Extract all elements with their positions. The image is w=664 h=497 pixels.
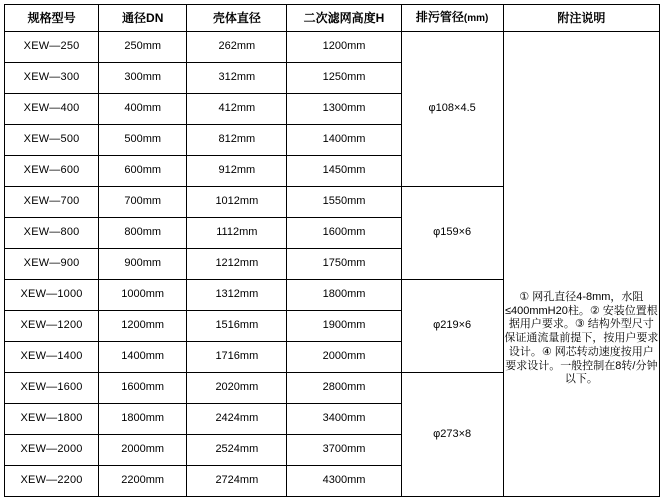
header-drain-label: 排污管径 — [415, 10, 464, 25]
cell-shell: 412mm — [187, 94, 287, 125]
cell-dn: 600mm — [99, 156, 187, 187]
header-secondary-screen-height — [287, 5, 401, 32]
cell-dn: 2000mm — [99, 435, 187, 466]
cell-model: XEW—2000 — [5, 435, 99, 466]
cell-shell: 312mm — [187, 63, 287, 94]
cell-dn: 900mm — [99, 249, 187, 280]
header-remarks — [503, 5, 659, 32]
cell-dn: 1400mm — [99, 342, 187, 373]
cell-drain-group: φ108×4.5 — [401, 32, 503, 187]
cell-shell: 1112mm — [187, 218, 287, 249]
cell-drain-group: φ219×6 — [401, 280, 503, 373]
table-body — [5, 32, 660, 497]
cell-shell: 912mm — [187, 156, 287, 187]
cell-model: XEW—1000 — [5, 280, 99, 311]
cell-height: 1600mm — [287, 218, 401, 249]
cell-shell: 812mm — [187, 125, 287, 156]
header-drain-unit: (mm) — [463, 13, 489, 25]
cell-dn: 800mm — [99, 218, 187, 249]
cell-remarks — [503, 32, 659, 497]
cell-model: XEW—1600 — [5, 373, 99, 404]
cell-height: 3400mm — [287, 404, 401, 435]
cell-height: 1800mm — [287, 280, 401, 311]
cell-height: 1300mm — [287, 94, 401, 125]
cell-drain-group: φ159×6 — [401, 187, 503, 280]
cell-drain-group: φ273×8 — [401, 373, 503, 497]
cell-height: 1450mm — [287, 156, 401, 187]
header-model-label: 规格型号 — [27, 10, 76, 25]
cell-shell: 2020mm — [187, 373, 287, 404]
cell-model: XEW—800 — [5, 218, 99, 249]
cell-dn: 400mm — [99, 94, 187, 125]
header-shell-diameter — [187, 5, 287, 32]
header-model — [5, 5, 99, 32]
cell-shell: 1212mm — [187, 249, 287, 280]
cell-dn: 700mm — [99, 187, 187, 218]
cell-shell: 1516mm — [187, 311, 287, 342]
cell-height: 2000mm — [287, 342, 401, 373]
cell-model: XEW—1800 — [5, 404, 99, 435]
cell-height: 1250mm — [287, 63, 401, 94]
cell-dn: 1200mm — [99, 311, 187, 342]
cell-height: 4300mm — [287, 466, 401, 497]
cell-dn: 1000mm — [99, 280, 187, 311]
header-remarks-label: 附注说明 — [557, 10, 606, 25]
cell-model: XEW—2200 — [5, 466, 99, 497]
cell-shell: 2424mm — [187, 404, 287, 435]
cell-model: XEW—300 — [5, 63, 99, 94]
cell-height: 1200mm — [287, 32, 401, 63]
cell-height: 1400mm — [287, 125, 401, 156]
cell-model: XEW—1400 — [5, 342, 99, 373]
cell-model: XEW—250 — [5, 32, 99, 63]
cell-shell: 262mm — [187, 32, 287, 63]
remarks-text: ① 网孔直径4-8mm，水阻≤400mmH20柱。② 安装位置根据用户要求。③ 结构外型尺寸保证通流量前提下，按用户要求设计。④ 网芯转动速度按用户要求设计。一般控制在8转/分钟以下。 — [504, 290, 659, 386]
cell-shell: 1716mm — [187, 342, 287, 373]
cell-height: 1900mm — [287, 311, 401, 342]
specification-table — [4, 4, 660, 497]
cell-shell: 2524mm — [187, 435, 287, 466]
cell-height: 1750mm — [287, 249, 401, 280]
header-row — [5, 5, 660, 32]
cell-height: 1550mm — [287, 187, 401, 218]
header-height-label: 二次滤网高度H — [303, 10, 385, 25]
cell-height: 2800mm — [287, 373, 401, 404]
spec-table-sheet — [0, 4, 664, 489]
table-row — [5, 32, 660, 63]
cell-dn: 300mm — [99, 63, 187, 94]
cell-model: XEW—400 — [5, 94, 99, 125]
cell-model: XEW—900 — [5, 249, 99, 280]
cell-dn: 1600mm — [99, 373, 187, 404]
header-shell-label: 壳体直径 — [212, 10, 261, 25]
cell-model: XEW—600 — [5, 156, 99, 187]
table-header — [5, 5, 660, 32]
cell-dn: 2200mm — [99, 466, 187, 497]
cell-dn: 500mm — [99, 125, 187, 156]
cell-model: XEW—700 — [5, 187, 99, 218]
header-dn-label: 通径DN — [122, 10, 164, 25]
header-dn — [99, 5, 187, 32]
cell-model: XEW—500 — [5, 125, 99, 156]
cell-shell: 1012mm — [187, 187, 287, 218]
cell-shell: 2724mm — [187, 466, 287, 497]
cell-shell: 1312mm — [187, 280, 287, 311]
header-drain-pipe-diameter — [401, 5, 503, 32]
cell-model: XEW—1200 — [5, 311, 99, 342]
cell-dn: 250mm — [99, 32, 187, 63]
cell-dn: 1800mm — [99, 404, 187, 435]
cell-height: 3700mm — [287, 435, 401, 466]
